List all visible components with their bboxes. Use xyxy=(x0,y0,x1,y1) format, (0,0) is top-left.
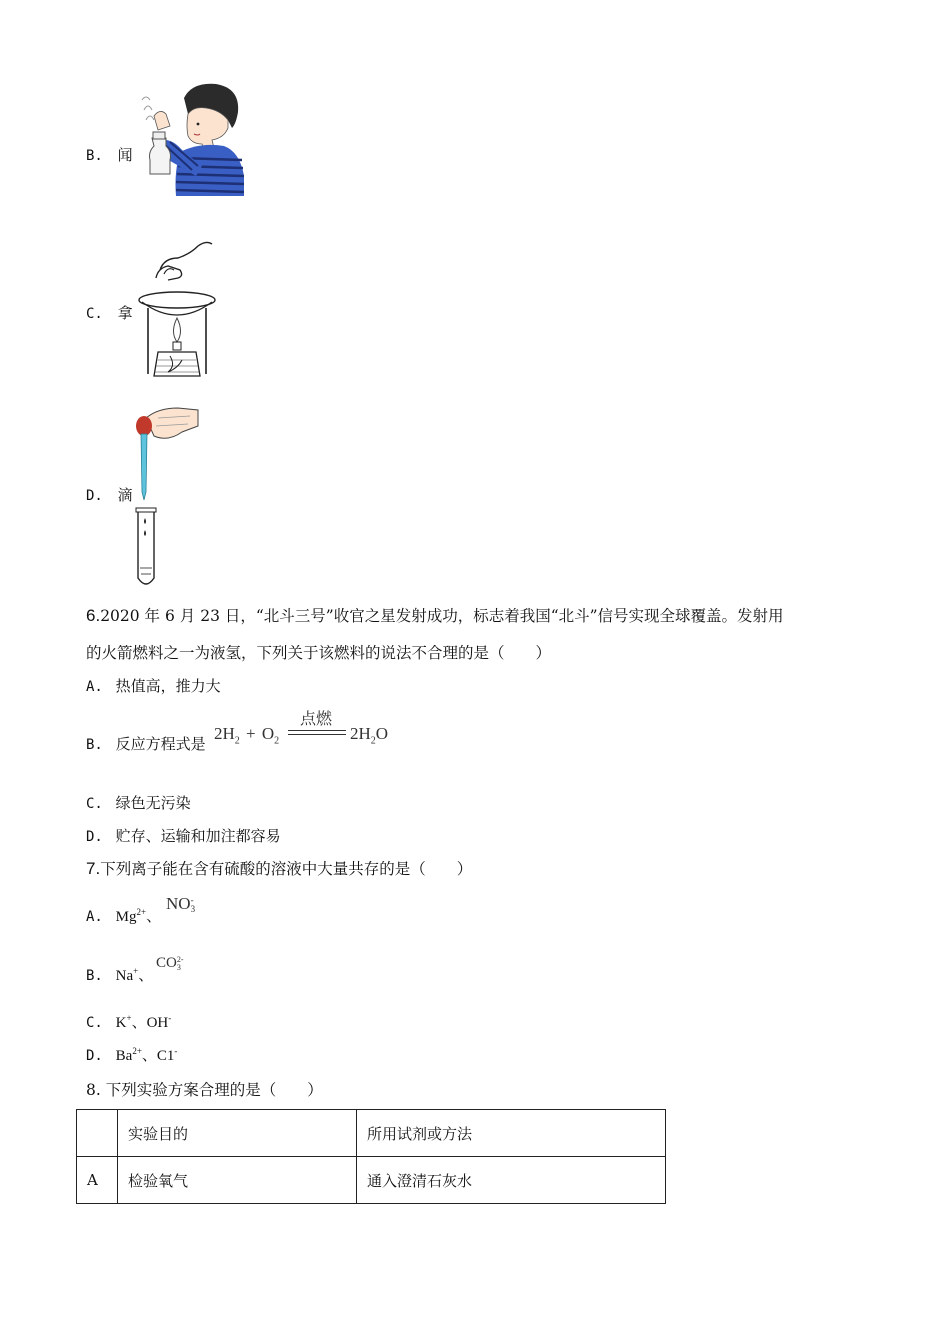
eq-product: $2H_2O$ xyxy=(350,724,389,747)
option-letter: A. xyxy=(86,679,103,695)
option-letter: B. xyxy=(86,968,103,984)
question-number: 7. xyxy=(86,859,101,878)
q6-option-b xyxy=(86,733,206,754)
table-header-cell: 所用试剂或方法 xyxy=(357,1110,666,1157)
eq-h2: $2H_2$ xyxy=(214,724,240,747)
option-text: 贮存、运输和加注都容易 xyxy=(115,827,281,845)
separator: 、 xyxy=(138,966,154,984)
q7-option-c xyxy=(86,1011,171,1032)
option-text: 反应方程式是 xyxy=(115,735,206,753)
q6-option-d xyxy=(86,825,281,846)
q6-option-a xyxy=(86,675,221,696)
q6-option-c xyxy=(86,792,191,813)
table-header-cell: 实验目的 xyxy=(118,1110,357,1157)
option-letter: B. xyxy=(86,737,103,753)
smelling-bottle-icon xyxy=(140,80,246,196)
evaporating-dish-icon xyxy=(134,236,220,382)
option-c-row xyxy=(86,302,133,323)
option-text: 拿 xyxy=(117,304,133,322)
separator: 、 xyxy=(141,1046,157,1064)
q8-line: 8. 下列实验方案合理的是（ ） xyxy=(86,1081,323,1099)
ion-2: C1- xyxy=(156,1046,178,1064)
ion-1: $Ba^{2+}$ xyxy=(115,1046,142,1064)
q6-line2 xyxy=(86,641,551,663)
eq-plus: + xyxy=(246,724,256,743)
reaction-equation xyxy=(214,724,279,746)
table-cell: 通入澄清石灰水 xyxy=(357,1157,666,1204)
dropper-test-tube-icon xyxy=(128,402,204,592)
eq-o2: $O_2$ xyxy=(261,724,280,747)
option-letter: A. xyxy=(86,909,103,925)
table-header-cell xyxy=(77,1110,118,1157)
ion-2: OH- xyxy=(146,1013,172,1031)
option-letter: C. xyxy=(86,1015,103,1031)
question-text: 2020 年 6 月 23 日，“北斗三号”收官之星发射成功，标志着我国“北斗”信号实现全球覆盖。发射用 xyxy=(100,607,784,625)
table-row xyxy=(77,1157,666,1204)
experiment-table xyxy=(76,1109,666,1204)
table-cell: A xyxy=(77,1157,118,1204)
q7-option-a xyxy=(86,905,161,926)
q7-option-b xyxy=(86,964,153,985)
q7-option-d xyxy=(86,1044,177,1065)
option-d-row xyxy=(86,484,133,505)
option-letter: D. xyxy=(86,488,103,504)
separator: 、 xyxy=(146,907,162,925)
q6-line1 xyxy=(86,604,784,626)
option-letter: D. xyxy=(86,829,103,845)
option-text: 滴 xyxy=(117,486,133,504)
option-letter: D. xyxy=(86,1048,103,1064)
table-header-row xyxy=(77,1110,666,1157)
ion-1: K+ xyxy=(115,1013,132,1031)
question-text: 的火箭燃料之一为液氢，下列关于该燃料的说法不合理的是（ ） xyxy=(86,644,552,662)
equals-double-bar xyxy=(288,730,346,735)
nitrate-ion: NO - 3 xyxy=(166,894,196,915)
option-letter: B. xyxy=(86,148,103,164)
option-text: 热值高，推力大 xyxy=(115,677,221,695)
reaction-condition: 点燃 xyxy=(300,709,333,728)
option-letter: C. xyxy=(86,306,103,322)
ion-1: Na+ xyxy=(115,966,139,984)
question-text: 下列离子能在含有硫酸的溶液中大量共存的是（ ） xyxy=(100,860,473,878)
option-text: 绿色无污染 xyxy=(115,794,191,812)
question-number: 6. xyxy=(86,606,101,625)
separator: 、 xyxy=(131,1013,147,1031)
table-cell: 检验氧气 xyxy=(118,1157,357,1204)
option-letter: C. xyxy=(86,796,103,812)
option-text: 闻 xyxy=(117,146,133,164)
ion-1: $Mg^{2+}$ xyxy=(115,907,147,925)
q7-line xyxy=(86,857,472,879)
carbonate-ion: CO 2- 3 xyxy=(156,954,184,972)
option-b-row xyxy=(86,144,133,165)
